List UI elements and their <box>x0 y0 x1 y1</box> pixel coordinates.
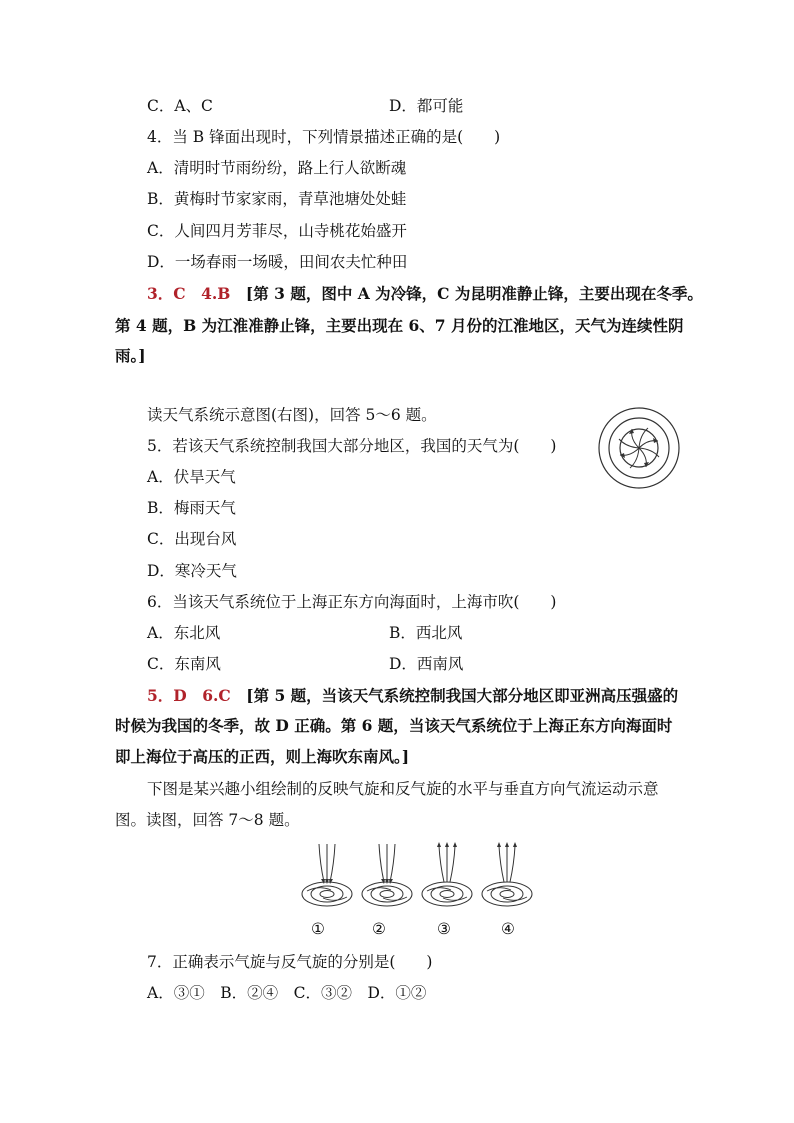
panel-2 <box>362 844 412 906</box>
answer-label: 5．D 6.C <box>147 686 231 705</box>
q4-stem: 4．当 B 锋面出现时，下列情景描述正确的是( ) <box>147 128 501 146</box>
panel-1 <box>302 844 352 906</box>
q6-stem: 6．当该天气系统位于上海正东方向海面时，上海市吹( ) <box>147 593 557 611</box>
q5-option-c: C．出现台风 <box>147 530 237 548</box>
answer-3-4 <box>147 284 703 304</box>
q6-option-a: A．东北风 <box>147 624 221 642</box>
figure-label-4: ④ <box>501 920 515 938</box>
q4-option-c: C．人间四月芳菲尽，山寺桃花始盛开 <box>147 222 407 240</box>
panel-4 <box>482 842 532 906</box>
answer-text: [第 3 题，图中 A 为冷锋，C 为昆明准静止锋，主要出现在冬季。 <box>230 284 703 303</box>
intro-7-8-line1: 下图是某兴趣小组绘制的反映气旋和反气旋的水平与垂直方向气流运动示意 <box>147 780 659 798</box>
q3-option-d: D．都可能 <box>389 97 464 115</box>
answer-3-4-line3: 雨。] <box>115 346 146 365</box>
q4-option-d: D．一场春雨一场暖，田间农夫忙种田 <box>147 253 408 271</box>
q5-option-a: A．伏旱天气 <box>147 468 236 486</box>
answer-3-4-line2: 第 4 题，B 为江淮准静止锋，主要出现在 6、7 月份的江淮地区，天气为连续性阴 <box>115 316 684 335</box>
answer-5-6-line2: 时候为我国的冬季，故 D 正确。第 6 题，当该天气系统位于上海正东方向海面时 <box>115 716 673 735</box>
figure-label-1: ① <box>311 920 325 938</box>
answer-5-6 <box>147 686 678 706</box>
q6-option-b: B．西北风 <box>389 624 463 642</box>
intro-5-6: 读天气系统示意图(右图)，回答 5～6 题。 <box>147 406 437 424</box>
q4-option-b: B．黄梅时节家家雨，青草池塘处处蛙 <box>147 190 407 208</box>
q4-option-a: A．清明时节雨纷纷，路上行人欲断魂 <box>147 159 407 177</box>
panel-3 <box>422 842 472 906</box>
q3-option-c: C．A、C <box>147 97 213 115</box>
cyclone-anticyclone-figure <box>295 838 535 938</box>
q5-stem: 5．若该天气系统控制我国大部分地区，我国的天气为( ) <box>147 437 557 455</box>
intro-7-8-line2: 图。读图，回答 7～8 题。 <box>115 811 300 829</box>
q5-option-b: B．梅雨天气 <box>147 499 236 517</box>
answer-text: [第 5 题，当该天气系统控制我国大部分地区即亚洲高压强盛的 <box>230 686 679 705</box>
q7-options: A．③① B．②④ C．③② D．①② <box>147 984 427 1002</box>
weather-system-diagram <box>596 405 682 491</box>
q6-option-c: C．东南风 <box>147 655 221 673</box>
answer-5-6-line3: 即上海位于高压的正西，则上海吹东南风。] <box>115 747 410 766</box>
figure-label-2: ② <box>372 920 386 938</box>
figure-label-3: ③ <box>437 920 451 938</box>
answer-label: 3．C 4.B <box>147 284 231 303</box>
q6-option-d: D．西南风 <box>389 655 464 673</box>
q5-option-d: D．寒冷天气 <box>147 562 237 580</box>
q7-stem: 7．正确表示气旋与反气旋的分别是( ) <box>147 953 433 971</box>
